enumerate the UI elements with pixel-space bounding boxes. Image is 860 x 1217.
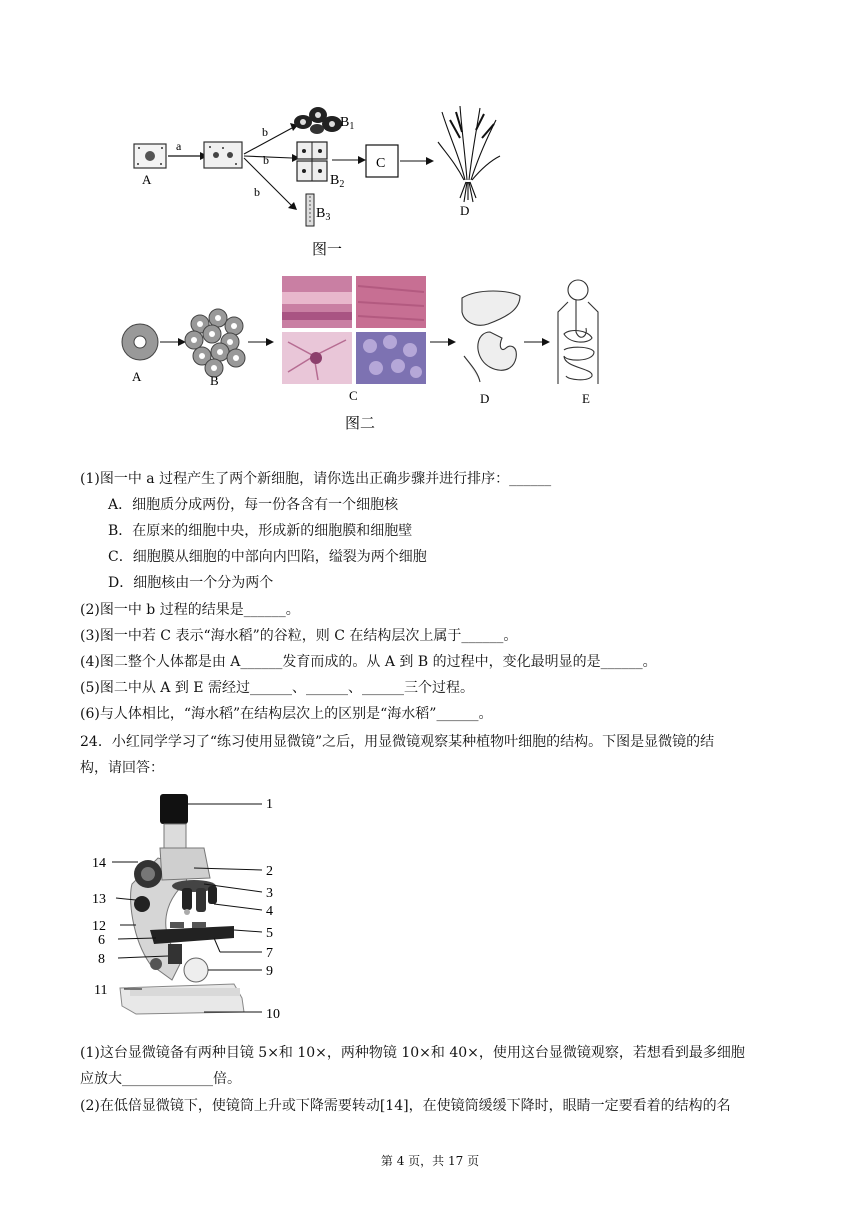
q23-option-a: A．细胞质分成两份，每一份各含有一个细胞核 xyxy=(108,497,399,513)
zygote-illustration xyxy=(122,324,158,360)
fig2-caption: 图二 xyxy=(345,416,376,432)
fig1-label-b-top: b xyxy=(262,125,268,139)
microscope-label-12: 12 xyxy=(92,919,106,934)
q23-part1: (1)图一中 a 过程产生了两个新细胞，请你选出正确步骤并进行排序：______ xyxy=(80,471,552,487)
microscope-label-13: 13 xyxy=(92,892,106,907)
figure-2 xyxy=(118,272,618,440)
tissue-b2-illustration xyxy=(297,142,327,181)
q23-option-d: D．细胞核由一个分为两个 xyxy=(108,575,274,591)
microscope-label-2: 2 xyxy=(266,864,273,879)
q24-part2: (2)在低倍显微镜下，使镜筒上升或下降需要转动[14]，在使镜筒缓缓下降时，眼睛一定要看着的结构的名 xyxy=(80,1098,731,1114)
microscope-label-7: 7 xyxy=(266,946,273,961)
fig1-label-b3: $B_3$ xyxy=(316,206,331,223)
q24-intro-line2: 构，请回答： xyxy=(80,760,164,776)
microscope-label-9: 9 xyxy=(266,964,273,979)
fig1-label-b-low: b xyxy=(254,185,260,199)
microscope-label-5: 5 xyxy=(266,926,273,941)
fig2-label-b: B xyxy=(210,373,219,388)
fig1-label-b2: $B_2$ xyxy=(330,173,345,190)
microscope-label-6: 6 xyxy=(98,933,105,948)
fig2-label-e: E xyxy=(582,391,590,406)
fig1-label-a: A xyxy=(142,172,152,187)
cell-a-illustration xyxy=(134,144,166,168)
microscope-label-14: 14 xyxy=(92,856,106,871)
q23-part6: (6)与人体相比，“海水稻”在结构层次上的区别是“海水稻”______。 xyxy=(80,706,493,722)
q23-part4: (4)图二整个人体都是由 A______发育而成的。从 A 到 B 的过程中，变化最明显的是______。 xyxy=(80,654,657,670)
microscope-label-1: 1 xyxy=(266,797,273,812)
microscope-label-4: 4 xyxy=(266,904,273,919)
human-body-illustration xyxy=(558,280,598,384)
fig2-label-d: D xyxy=(480,391,490,406)
q24-part1-line1: (1)这台显微镜备有两种目镜 5×和 10×，两种物镜 10×和 40×，使用这台显微镜观察，若想看到最多细胞 xyxy=(80,1045,745,1061)
q24-intro-line1: 24．小红同学学习了“练习使用显微镜”之后，用显微镜观察某种植物叶细胞的结构。下图是显微镜的结 xyxy=(80,734,715,750)
microscope-label-10: 10 xyxy=(266,1007,280,1022)
microscope-figure xyxy=(84,788,304,1028)
q23-option-c: C．细胞膜从细胞的中部向内凹陷，缢裂为两个细胞 xyxy=(108,549,427,565)
fig2-label-c: C xyxy=(349,388,358,403)
fig1-label-process-a: a xyxy=(176,139,182,153)
microscope-label-3: 3 xyxy=(266,886,273,901)
organs-illustration xyxy=(462,291,520,382)
rice-plant-illustration xyxy=(438,106,500,202)
fig2-label-a: A xyxy=(132,369,142,384)
q23-part3: (3)图一中若 C 表示“海水稻”的谷粒，则 C 在结构层次上属于______。 xyxy=(80,628,518,644)
tissue-micrographs xyxy=(282,276,426,384)
microscope-label-11: 11 xyxy=(94,983,108,998)
dividing-cell-illustration xyxy=(204,142,242,168)
q23-part5: (5)图二中从 A 到 E 需经过______、______、______三个过程。 xyxy=(80,680,474,696)
microscope-label-8: 8 xyxy=(98,952,105,967)
tissue-b3-illustration xyxy=(306,194,314,226)
fig1-label-c: C xyxy=(376,156,386,171)
figure-1 xyxy=(120,98,560,268)
microscope-illustration xyxy=(120,794,244,1014)
q23-part2: (2)图一中 b 过程的结果是______。 xyxy=(80,602,300,618)
fig1-label-d: D xyxy=(460,203,470,218)
q23-option-b: B．在原来的细胞中央，形成新的细胞膜和细胞壁 xyxy=(108,523,413,539)
fig1-caption: 图一 xyxy=(312,242,343,258)
q24-part1-line2: 应放大_____________倍。 xyxy=(80,1071,241,1087)
tissue-b1-illustration xyxy=(294,107,342,134)
fig1-label-b-mid: b xyxy=(263,153,269,167)
fig1-label-b1: $B_1$ xyxy=(340,115,355,132)
page-footer: 第 4 页，共 17 页 xyxy=(380,1154,480,1168)
